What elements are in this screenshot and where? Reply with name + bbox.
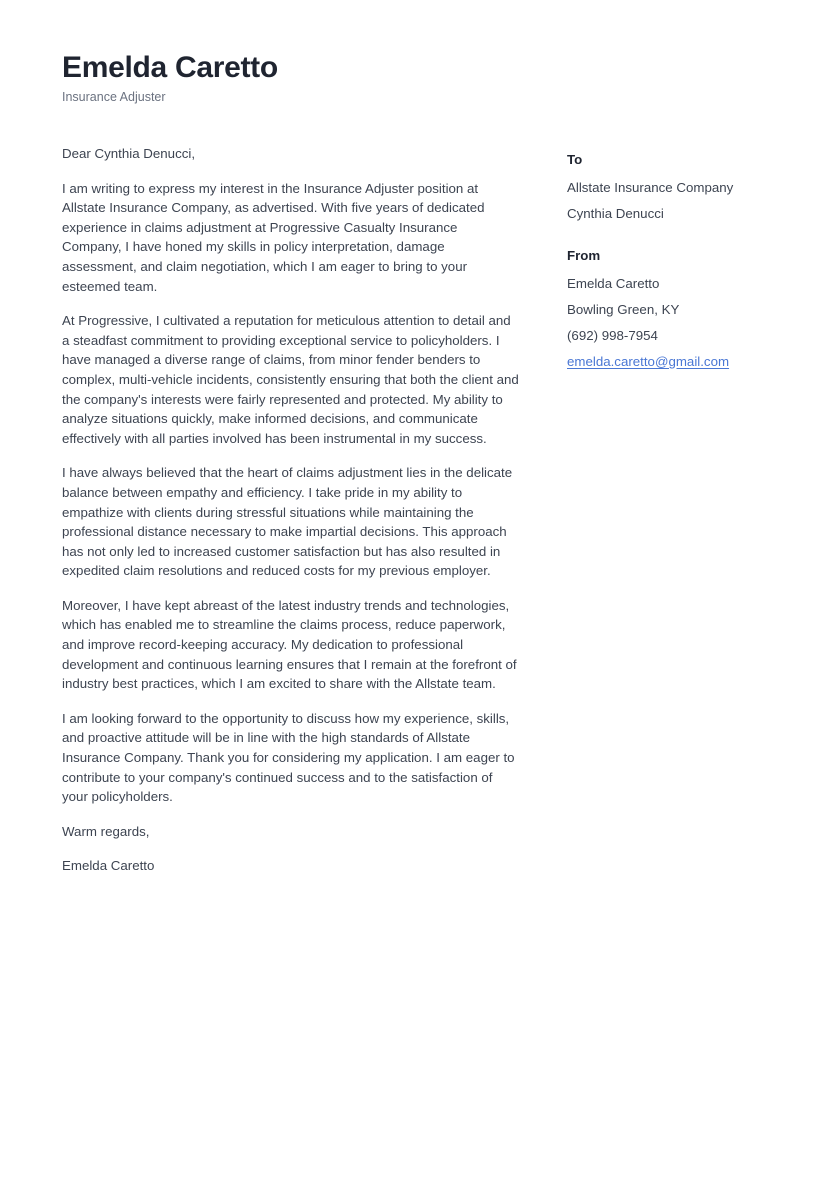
letter-paragraph-1: I am writing to express my interest in the Insurance Adjuster position at Allstate Insurance Company, as advertised. With five years of dedicated experience in claims adjustment at Progressive Casualty Insurance Company, I have honed my skills in policy interpretation, damage assessment, and claim negotiation, which I am eager to bring to your esteemed team. bbox=[62, 180, 485, 294]
sender-email-link[interactable]: emelda.caretto@gmail.com bbox=[567, 354, 730, 369]
letter-header bbox=[62, 50, 762, 106]
sender-location: Bowling Green, KY bbox=[567, 302, 680, 317]
letter-signature-name: Emelda Caretto bbox=[62, 858, 155, 874]
sidebar-from-block bbox=[567, 247, 777, 371]
letter-body bbox=[62, 144, 520, 876]
sender-phone: (692) 998-7954 bbox=[567, 328, 658, 343]
letter-paragraph-2: At Progressive, I cultivated a reputation for meticulous attention to detail and a steadfast commitment to providing exceptional service to policyholders. I have managed a diverse range of claims, from minor fender benders to complex, multi-vehicle incidents, consistently ensuring that both the client and the company's interests were fairly represented and protected. My ability to analyze situations quickly, make informed decisions, and communicate effectively with all parties involved has been instrumental in my success. bbox=[62, 313, 519, 446]
letter-paragraph-5: I am looking forward to the opportunity to discuss how my experience, skills, and proactive attitude will be in line with the high standards of Allstate Insurance Company. Thank you for considering my application. I am eager to contribute to your company's continued success and to the satisfaction of your policyholders. bbox=[62, 710, 515, 805]
letter-paragraph-3: I have always believed that the heart of claims adjustment lies in the delicate balance between empathy and efficiency. I take pride in my ability to empathize with clients during stressful situations while maintaining the professional distance necessary to make impartial decisions. This approach has not only led to increased customer satisfaction but has also resulted in expedited claim resolutions and reduced costs for my previous employer. bbox=[62, 465, 513, 579]
sidebar-to-heading: To bbox=[567, 152, 583, 167]
sender-name: Emelda Caretto bbox=[567, 276, 660, 291]
applicant-name: Emelda Caretto bbox=[62, 51, 278, 84]
recipient-company: Allstate Insurance Company bbox=[567, 180, 734, 195]
letter-salutation: Dear Cynthia Denucci, bbox=[62, 146, 196, 161]
sidebar-from-heading: From bbox=[567, 248, 601, 263]
recipient-name: Cynthia Denucci bbox=[567, 206, 664, 221]
letter-sidebar bbox=[567, 151, 777, 371]
sender-email-row bbox=[567, 352, 777, 371]
sidebar-to-block bbox=[567, 151, 777, 223]
letter-paragraph-4: Moreover, I have kept abreast of the latest industry trends and technologies, which has enabled me to streamline the claims process, reduce paperwork, and improve record-keeping accuracy. My dedication to professional development and continuous learning ensures that I remain at the forefront of industry best practices, which I am excited to share with the Allstate team. bbox=[62, 597, 517, 692]
applicant-job-title: Insurance Adjuster bbox=[62, 90, 166, 104]
letter-sign-off: Warm regards, bbox=[62, 823, 150, 839]
